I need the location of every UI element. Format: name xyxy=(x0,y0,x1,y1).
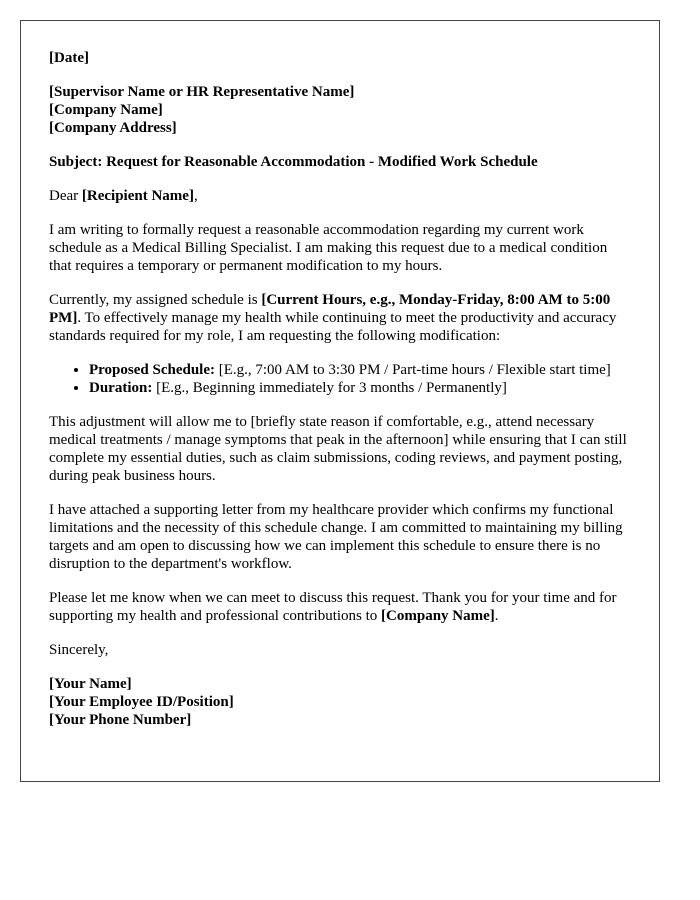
date-placeholder: [Date] xyxy=(49,50,89,66)
duration-label: Duration: xyxy=(89,380,153,396)
duration-text: [E.g., Beginning immediately for 3 months / Permanently] xyxy=(152,380,507,396)
paragraph-intro: I am writing to formally request a reasonable accommodation regarding my current work schedule as a Medical Billing Specialist. I am making this request due to a medical condition that requires a temporary or permanent modification to my hours. xyxy=(49,222,608,274)
modification-list xyxy=(49,361,631,397)
closing: Sincerely, xyxy=(49,642,109,658)
schedule-lead: Currently, my assigned schedule is xyxy=(49,292,262,308)
date-line xyxy=(49,49,631,67)
recipient-company: [Company Name] xyxy=(49,102,163,118)
subject-text: Subject: Request for Reasonable Accommodation - Modified Work Schedule xyxy=(49,154,538,170)
signature-name: [Your Name] xyxy=(49,676,132,692)
list-item xyxy=(89,361,631,379)
salutation-suffix: , xyxy=(193,188,198,204)
paragraph-current-schedule xyxy=(49,291,631,345)
recipient-address: [Company Address] xyxy=(49,120,177,136)
proposed-schedule-text: [E.g., 7:00 AM to 3:30 PM / Part-time hours / Flexible start time] xyxy=(214,362,611,378)
signature-employee-id: [Your Employee ID/Position] xyxy=(49,694,234,710)
proposed-schedule-label: Proposed Schedule: xyxy=(89,362,215,378)
paragraph-adjustment: This adjustment will allow me to [briefly state reason if comfortable, e.g., attend necessary medical treatments / manage symptoms that peak in the afternoon] while ensuring that I can still complete my essential duties, such as claim submissions, coding reviews, and payment posting, during peak business hours. xyxy=(49,414,627,484)
current-hours: [Current Hours, e.g., Monday-Friday, 8:00 AM to 5:00 PM] xyxy=(49,292,611,326)
signature-phone: [Your Phone Number] xyxy=(49,712,192,728)
subject-line xyxy=(49,153,631,171)
list-item xyxy=(89,379,631,397)
meeting-company: [Company Name] xyxy=(381,608,495,624)
letter-frame xyxy=(20,20,660,782)
signature-block xyxy=(49,675,631,729)
salutation-prefix: Dear xyxy=(49,188,82,204)
salutation-name: [Recipient Name] xyxy=(81,188,194,204)
paragraph-supporting-letter: I have attached a supporting letter from my healthcare provider which confirms my functional limitations and the necessity of this schedule change. I am committed to maintaining my billing targets and am open to discussing how we can implement this schedule to ensure there is no disruption to the department's workflow. xyxy=(49,502,623,572)
paragraph-meeting-request xyxy=(49,589,631,625)
meeting-end: . xyxy=(494,608,499,624)
meeting-lead: Please let me know when we can meet to discuss this request. Thank you for your time and for supporting my health and professional contributions to xyxy=(49,590,617,624)
salutation xyxy=(49,187,631,205)
recipient-address-block xyxy=(49,83,631,137)
schedule-rest: . To effectively manage my health while continuing to meet the productivity and accuracy standards required for my role, I am requesting the following modification: xyxy=(49,310,617,344)
recipient-name: [Supervisor Name or HR Representative Name] xyxy=(49,84,355,100)
